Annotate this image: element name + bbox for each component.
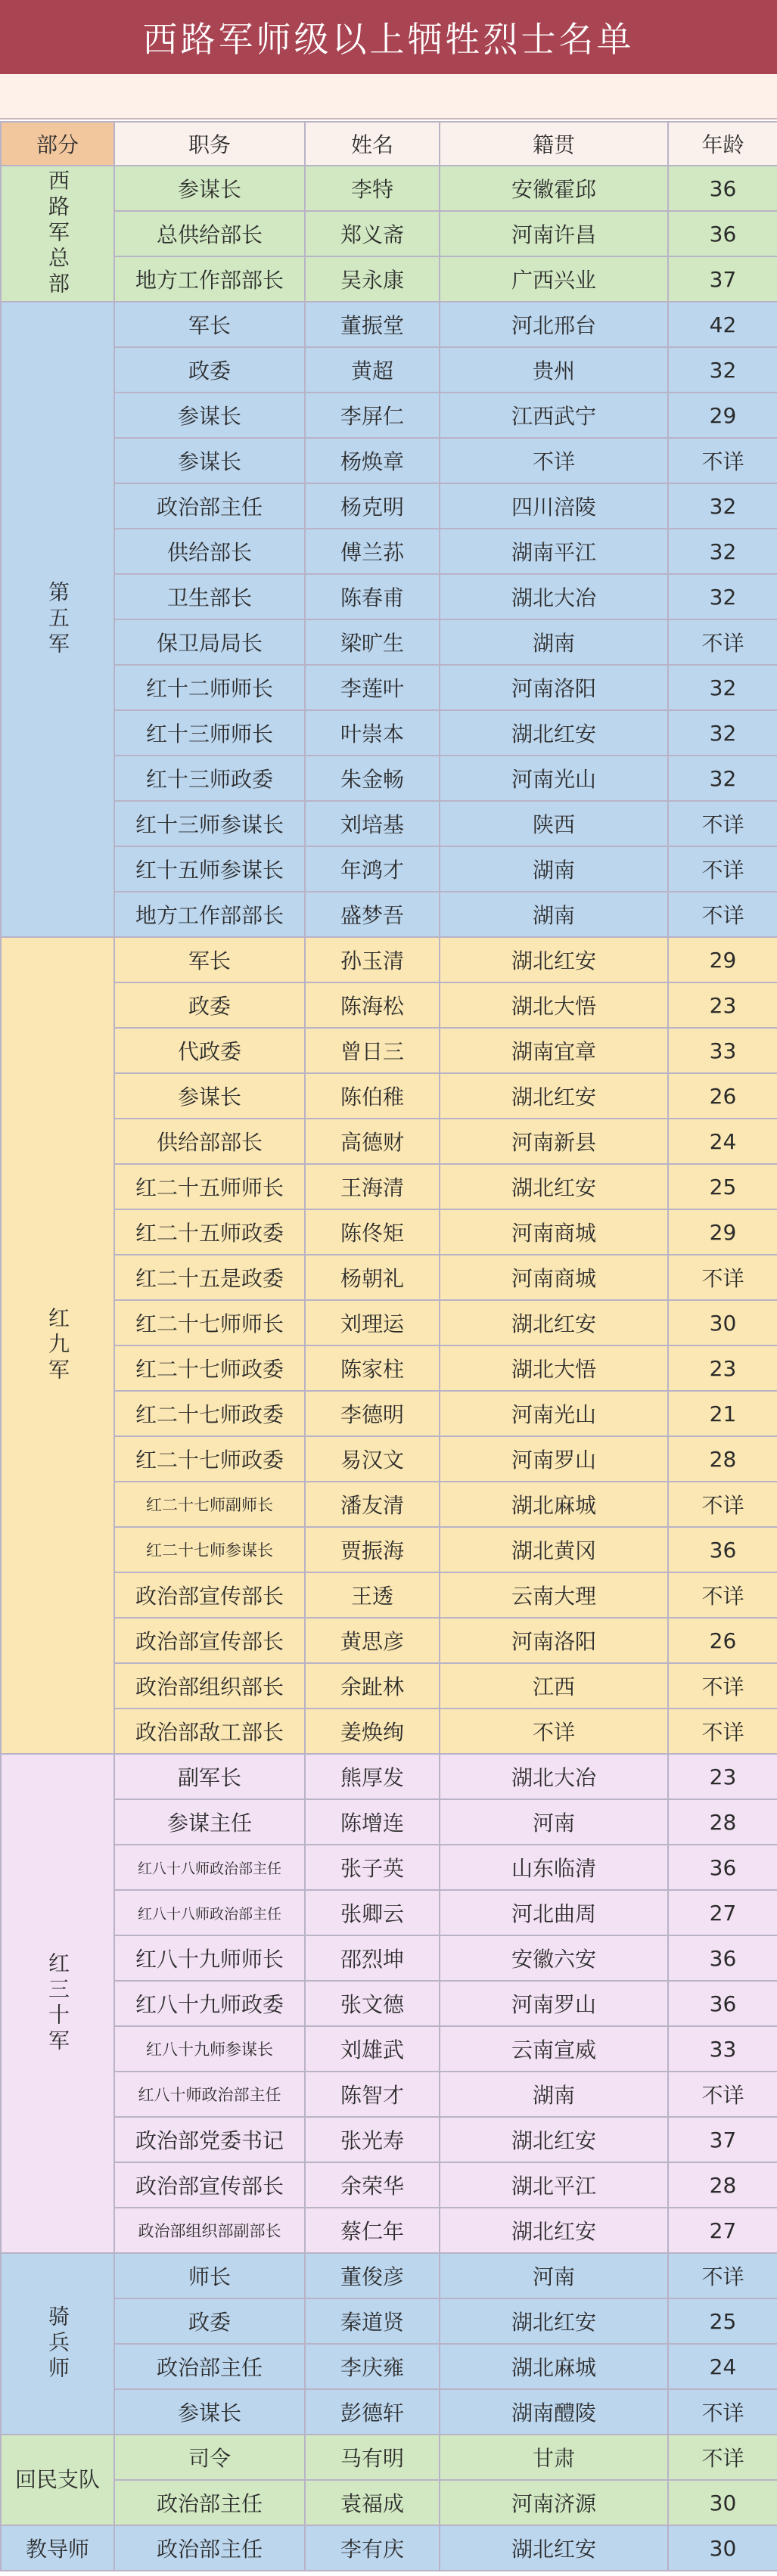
name-cell: 杨焕章: [305, 438, 440, 483]
name-cell: 邵烈坤: [305, 1935, 440, 1981]
position-cell: 红八十九师政委: [114, 1981, 305, 2026]
table-row: [1, 2026, 777, 2072]
position-cell: 红二十七师参谋长: [114, 1527, 305, 1572]
name-cell: 孙玉清: [305, 937, 440, 982]
hometown-cell: 贵州: [440, 347, 668, 393]
age-cell: 36: [668, 1845, 777, 1890]
hometown-cell: 湖北大悟: [440, 1345, 668, 1391]
position-cell: 政治部宣传部长: [114, 1572, 305, 1618]
position-cell: 代政委: [114, 1028, 305, 1073]
hometown-cell: 湖北麻城: [440, 1482, 668, 1527]
column-header-age: 年龄: [668, 122, 777, 166]
hometown-cell: 河南商城: [440, 1255, 668, 1300]
age-cell: 36: [668, 1981, 777, 2026]
age-cell: 不详: [668, 1482, 777, 1527]
hometown-cell: 湖北红安: [440, 937, 668, 982]
position-cell: 参谋长: [114, 1073, 305, 1119]
table-row: [1, 1709, 777, 1754]
hometown-cell: 湖北红安: [440, 2117, 668, 2162]
position-cell: 红二十五师师长: [114, 1164, 305, 1209]
table-row: [1, 574, 777, 619]
age-cell: 25: [668, 2298, 777, 2344]
hometown-cell: 不详: [440, 438, 668, 483]
age-cell: 不详: [668, 2072, 777, 2117]
table-row: [1, 2389, 777, 2435]
table-row: [1, 1255, 777, 1300]
name-cell: 陈家柱: [305, 1345, 440, 1391]
table-row: [1, 302, 777, 347]
name-cell: 姜焕绚: [305, 1709, 440, 1754]
name-cell: 潘友清: [305, 1482, 440, 1527]
age-cell: 26: [668, 1618, 777, 1663]
age-cell: 33: [668, 1028, 777, 1073]
position-cell: 红十三师参谋长: [114, 801, 305, 846]
hometown-cell: 河南新县: [440, 1119, 668, 1164]
unit-cell: [1, 937, 114, 1754]
name-cell: 张光寿: [305, 2117, 440, 2162]
hometown-cell: 湖北平江: [440, 2162, 668, 2208]
position-cell: 政治部党委书记: [114, 2117, 305, 2162]
hometown-cell: 湖南: [440, 2072, 668, 2117]
position-cell: 政治部宣传部长: [114, 1618, 305, 1663]
age-cell: 23: [668, 1754, 777, 1799]
table-row: [1, 347, 777, 393]
hometown-cell: 江西: [440, 1663, 668, 1709]
position-cell: 保卫局局长: [114, 619, 305, 665]
hometown-cell: 广西兴业: [440, 256, 668, 302]
name-cell: 董振堂: [305, 302, 440, 347]
name-cell: 盛梦吾: [305, 892, 440, 937]
position-cell: 参谋长: [114, 393, 305, 438]
position-cell: 红二十七师师长: [114, 1300, 305, 1345]
name-cell: 黄思彦: [305, 1618, 440, 1663]
table-row: [1, 1935, 777, 1981]
hometown-cell: 湖南: [440, 892, 668, 937]
position-cell: 政治部组织部副部长: [114, 2208, 305, 2253]
table-row: [1, 1436, 777, 1482]
age-cell: 不详: [668, 892, 777, 937]
hometown-cell: 河南罗山: [440, 1436, 668, 1482]
hometown-cell: 湖北红安: [440, 2208, 668, 2253]
hometown-cell: 云南大理: [440, 1572, 668, 1618]
table-row: [1, 1799, 777, 1845]
unit-label: 西路军总部: [45, 169, 70, 298]
position-cell: 军长: [114, 937, 305, 982]
table-row: [1, 1164, 777, 1209]
age-cell: 27: [668, 1890, 777, 1935]
table-row: [1, 1300, 777, 1345]
table-row: [1, 801, 777, 846]
table-row: [1, 211, 777, 256]
table-row: [1, 1663, 777, 1709]
age-cell: 不详: [668, 438, 777, 483]
age-cell: 26: [668, 1073, 777, 1119]
table-row: [1, 529, 777, 574]
table-row: [1, 619, 777, 665]
position-cell: 红八十师政治部主任: [114, 2072, 305, 2117]
name-cell: 李庆雍: [305, 2344, 440, 2389]
age-cell: 32: [668, 347, 777, 393]
age-cell: 30: [668, 2525, 777, 2571]
table-row: [1, 1618, 777, 1663]
hometown-cell: 河南商城: [440, 1209, 668, 1255]
age-cell: 21: [668, 1391, 777, 1436]
unit-cell: [1, 166, 114, 302]
unit-label: 红九军: [45, 1307, 70, 1384]
hometown-cell: 河南许昌: [440, 211, 668, 256]
hometown-cell: 河南洛阳: [440, 1618, 668, 1663]
table-row: [1, 1572, 777, 1618]
hometown-cell: 河南光山: [440, 756, 668, 801]
table-row: [1, 982, 777, 1028]
hometown-cell: 湖北红安: [440, 2298, 668, 2344]
position-cell: 政委: [114, 347, 305, 393]
hometown-cell: 甘肃: [440, 2435, 668, 2480]
position-cell: 地方工作部部长: [114, 892, 305, 937]
position-cell: 红二十七师政委: [114, 1345, 305, 1391]
position-cell: 参谋长: [114, 438, 305, 483]
position-cell: 供给部长: [114, 529, 305, 574]
hometown-cell: 湖北红安: [440, 710, 668, 756]
name-cell: 李德明: [305, 1391, 440, 1436]
unit-label: 骑兵师: [45, 2305, 70, 2382]
name-cell: 王透: [305, 1572, 440, 1618]
table-row: [1, 1845, 777, 1890]
table-row: [1, 846, 777, 892]
position-cell: 地方工作部部长: [114, 256, 305, 302]
position-cell: 政治部宣传部长: [114, 2162, 305, 2208]
hometown-cell: 河北邢台: [440, 302, 668, 347]
name-cell: 吴永康: [305, 256, 440, 302]
column-header-position: 职务: [114, 122, 305, 166]
hometown-cell: 湖南: [440, 846, 668, 892]
position-cell: 司令: [114, 2435, 305, 2480]
age-cell: 25: [668, 1164, 777, 1209]
name-cell: 李特: [305, 166, 440, 211]
age-cell: 23: [668, 1345, 777, 1391]
name-cell: 梁旷生: [305, 619, 440, 665]
table-row: [1, 2480, 777, 2525]
age-cell: 不详: [668, 801, 777, 846]
table-row: [1, 2253, 777, 2298]
hometown-cell: 山东临清: [440, 1845, 668, 1890]
table-row: [1, 1391, 777, 1436]
name-cell: 余荣华: [305, 2162, 440, 2208]
table-row: [1, 1890, 777, 1935]
age-cell: 30: [668, 1300, 777, 1345]
age-cell: 不详: [668, 1663, 777, 1709]
position-cell: 红八十九师参谋长: [114, 2026, 305, 2072]
hometown-cell: 安徽霍邱: [440, 166, 668, 211]
position-cell: 红八十八师政治部主任: [114, 1845, 305, 1890]
name-cell: 叶崇本: [305, 710, 440, 756]
position-cell: 参谋长: [114, 166, 305, 211]
age-cell: 28: [668, 2162, 777, 2208]
name-cell: 马有明: [305, 2435, 440, 2480]
hometown-cell: 湖南平江: [440, 529, 668, 574]
position-cell: 红八十八师政治部主任: [114, 1890, 305, 1935]
age-cell: 32: [668, 574, 777, 619]
position-cell: 红二十五师政委: [114, 1209, 305, 1255]
table-row: [1, 1073, 777, 1119]
column-header-name: 姓名: [305, 122, 440, 166]
name-cell: 朱金畅: [305, 756, 440, 801]
name-cell: 张文德: [305, 1981, 440, 2026]
position-cell: 供给部部长: [114, 1119, 305, 1164]
age-cell: 不详: [668, 1572, 777, 1618]
position-cell: 副军长: [114, 1754, 305, 1799]
position-cell: 红二十七师政委: [114, 1391, 305, 1436]
name-cell: 李有庆: [305, 2525, 440, 2571]
name-cell: 陈春甫: [305, 574, 440, 619]
name-cell: 曾日三: [305, 1028, 440, 1073]
hometown-cell: 湖北大冶: [440, 574, 668, 619]
martyr-roster-table: [0, 121, 777, 2571]
unit-cell: [1, 2435, 114, 2525]
age-cell: 24: [668, 2344, 777, 2389]
name-cell: 袁福成: [305, 2480, 440, 2525]
position-cell: 政治部主任: [114, 483, 305, 529]
unit-cell: [1, 302, 114, 937]
hometown-cell: 湖北红安: [440, 2525, 668, 2571]
age-cell: 不详: [668, 2389, 777, 2435]
position-cell: 政委: [114, 982, 305, 1028]
table-row: [1, 2525, 777, 2571]
age-cell: 29: [668, 1209, 777, 1255]
hometown-cell: 江西武宁: [440, 393, 668, 438]
table-row: [1, 2298, 777, 2344]
position-cell: 红八十九师师长: [114, 1935, 305, 1981]
name-cell: 陈海松: [305, 982, 440, 1028]
hometown-cell: 湖南: [440, 619, 668, 665]
age-cell: 33: [668, 2026, 777, 2072]
age-cell: 不详: [668, 2253, 777, 2298]
age-cell: 28: [668, 1799, 777, 1845]
age-cell: 32: [668, 483, 777, 529]
position-cell: 师长: [114, 2253, 305, 2298]
hometown-cell: 河北曲周: [440, 1890, 668, 1935]
age-cell: 不详: [668, 846, 777, 892]
position-cell: 红二十五是政委: [114, 1255, 305, 1300]
position-cell: 参谋主任: [114, 1799, 305, 1845]
table-row: [1, 756, 777, 801]
hometown-cell: 安徽六安: [440, 1935, 668, 1981]
table-row: [1, 2435, 777, 2480]
name-cell: 董俊彦: [305, 2253, 440, 2298]
table-row: [1, 2344, 777, 2389]
name-cell: 陈智才: [305, 2072, 440, 2117]
table-row: [1, 1981, 777, 2026]
position-cell: 军长: [114, 302, 305, 347]
name-cell: 陈佟矩: [305, 1209, 440, 1255]
table-row: [1, 256, 777, 302]
hometown-cell: 湖南宜章: [440, 1028, 668, 1073]
position-cell: 总供给部长: [114, 211, 305, 256]
position-cell: 政治部主任: [114, 2344, 305, 2389]
table-row: [1, 166, 777, 211]
age-cell: 36: [668, 166, 777, 211]
table-row: [1, 1209, 777, 1255]
table-row: [1, 393, 777, 438]
table-row: [1, 1527, 777, 1572]
title-underline-band: [0, 74, 777, 119]
table-row: [1, 1028, 777, 1073]
name-cell: 杨克明: [305, 483, 440, 529]
name-cell: 张卿云: [305, 1890, 440, 1935]
table-row: [1, 1482, 777, 1527]
table-row: [1, 2208, 777, 2253]
hometown-cell: 河南: [440, 2253, 668, 2298]
position-cell: 政治部敌工部长: [114, 1709, 305, 1754]
position-cell: 卫生部长: [114, 574, 305, 619]
age-cell: 32: [668, 710, 777, 756]
roster-body: [1, 166, 777, 2571]
age-cell: 27: [668, 2208, 777, 2253]
table-row: [1, 665, 777, 710]
name-cell: 郑义斋: [305, 211, 440, 256]
hometown-cell: 湖北黄冈: [440, 1527, 668, 1572]
page-title: 西路军师级以上牺牲烈士名单: [0, 0, 777, 74]
position-cell: 红十三师政委: [114, 756, 305, 801]
unit-cell: [1, 1754, 114, 2253]
age-cell: 30: [668, 2480, 777, 2525]
position-cell: 红二十七师副师长: [114, 1482, 305, 1527]
unit-cell: [1, 2525, 114, 2571]
column-header-hometown: 籍贯: [440, 122, 668, 166]
name-cell: 傅兰荪: [305, 529, 440, 574]
hometown-cell: 不详: [440, 1709, 668, 1754]
position-cell: 政治部主任: [114, 2480, 305, 2525]
position-cell: 政治部主任: [114, 2525, 305, 2571]
position-cell: 政委: [114, 2298, 305, 2344]
hometown-cell: 河南: [440, 1799, 668, 1845]
hometown-cell: 湖北麻城: [440, 2344, 668, 2389]
hometown-cell: 湖北红安: [440, 1073, 668, 1119]
age-cell: 28: [668, 1436, 777, 1482]
hometown-cell: 四川涪陵: [440, 483, 668, 529]
hometown-cell: 湖南醴陵: [440, 2389, 668, 2435]
position-cell: 参谋长: [114, 2389, 305, 2435]
name-cell: 熊厚发: [305, 1754, 440, 1799]
age-cell: 24: [668, 1119, 777, 1164]
table-header-row: [1, 122, 777, 166]
table-row: [1, 937, 777, 982]
hometown-cell: 陕西: [440, 801, 668, 846]
name-cell: 陈伯稚: [305, 1073, 440, 1119]
hometown-cell: 湖北红安: [440, 1300, 668, 1345]
name-cell: 彭德轩: [305, 2389, 440, 2435]
name-cell: 秦道贤: [305, 2298, 440, 2344]
age-cell: 36: [668, 211, 777, 256]
hometown-cell: 湖北大冶: [440, 1754, 668, 1799]
name-cell: 蔡仁年: [305, 2208, 440, 2253]
name-cell: 余趾林: [305, 1663, 440, 1709]
position-cell: 红十三师师长: [114, 710, 305, 756]
age-cell: 36: [668, 1527, 777, 1572]
table-row: [1, 2117, 777, 2162]
position-cell: 政治部组织部长: [114, 1663, 305, 1709]
table-row: [1, 1119, 777, 1164]
name-cell: 刘雄武: [305, 2026, 440, 2072]
age-cell: 42: [668, 302, 777, 347]
age-cell: 不详: [668, 2435, 777, 2480]
table-row: [1, 710, 777, 756]
hometown-cell: 湖北大悟: [440, 982, 668, 1028]
age-cell: 不详: [668, 619, 777, 665]
unit-label: 教导师: [25, 2537, 89, 2562]
position-cell: 红十二师师长: [114, 665, 305, 710]
hometown-cell: 云南宣威: [440, 2026, 668, 2072]
name-cell: 王海清: [305, 1164, 440, 1209]
column-header-unit: 部分: [1, 122, 114, 166]
name-cell: 杨朝礼: [305, 1255, 440, 1300]
table-row: [1, 2072, 777, 2117]
table-row: [1, 483, 777, 529]
age-cell: 29: [668, 393, 777, 438]
unit-label: 红三十军: [45, 1952, 70, 2055]
name-cell: 陈增连: [305, 1799, 440, 1845]
table-row: [1, 1754, 777, 1799]
age-cell: 32: [668, 756, 777, 801]
age-cell: 23: [668, 982, 777, 1028]
age-cell: 32: [668, 529, 777, 574]
hometown-cell: 湖北红安: [440, 1164, 668, 1209]
name-cell: 易汉文: [305, 1436, 440, 1482]
name-cell: 李屏仁: [305, 393, 440, 438]
table-row: [1, 2162, 777, 2208]
name-cell: 刘培基: [305, 801, 440, 846]
name-cell: 张子英: [305, 1845, 440, 1890]
age-cell: 37: [668, 256, 777, 302]
age-cell: 不详: [668, 1709, 777, 1754]
hometown-cell: 河南光山: [440, 1391, 668, 1436]
name-cell: 高德财: [305, 1119, 440, 1164]
name-cell: 黄超: [305, 347, 440, 393]
hometown-cell: 河南罗山: [440, 1981, 668, 2026]
table-row: [1, 1345, 777, 1391]
age-cell: 不详: [668, 1255, 777, 1300]
name-cell: 年鸿才: [305, 846, 440, 892]
hometown-cell: 河南济源: [440, 2480, 668, 2525]
name-cell: 刘理运: [305, 1300, 440, 1345]
table-row: [1, 438, 777, 483]
position-cell: 红二十七师政委: [114, 1436, 305, 1482]
age-cell: 36: [668, 1935, 777, 1981]
age-cell: 29: [668, 937, 777, 982]
age-cell: 32: [668, 665, 777, 710]
name-cell: 贾振海: [305, 1527, 440, 1572]
age-cell: 37: [668, 2117, 777, 2162]
position-cell: 红十五师参谋长: [114, 846, 305, 892]
unit-label: 第五军: [45, 581, 70, 658]
name-cell: 李莲叶: [305, 665, 440, 710]
table-row: [1, 892, 777, 937]
unit-cell: [1, 2253, 114, 2435]
unit-label: 回民支队: [14, 2467, 100, 2492]
hometown-cell: 河南洛阳: [440, 665, 668, 710]
